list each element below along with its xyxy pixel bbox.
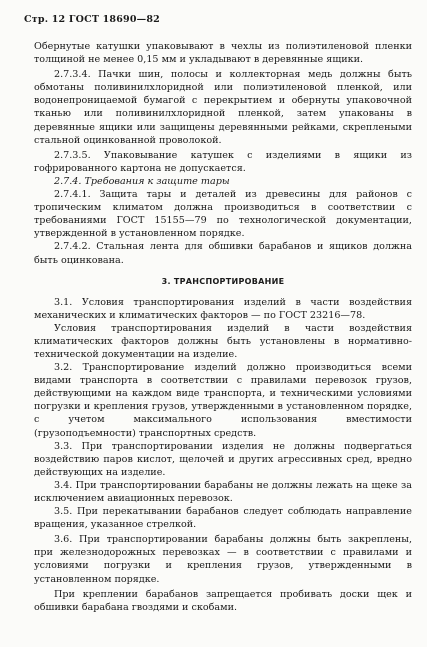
paragraph-3-2: 3.2. Транспортирование изделий должно производиться всеми видами транспорта в соответствии с правилами перевозок грузов, действующими на каждом виде транспорта, и техническими условиями погрузки и крепления грузов, утвержденными в установленном порядке, с учетом максимального использования вместимости (грузоподъемности) транспортных средств. <box>34 362 412 439</box>
paragraph-3-6: 3.6. При транспортировании барабаны должны быть закреплены, при железнодорожных перевозках — в соответствии с правилами и условиями погрузки и крепления грузов, утвержденными в установленном порядке. <box>34 534 412 585</box>
paragraph-3-1-climatic: Условия транспортирования изделий в части воздействия климатических факторов должны быть установлены в нормативно-технической документации на изделие. <box>34 322 412 360</box>
paragraph-3-1: 3.1. Условия транспортирования изделий в части воздействия механических и климатических факторов — по ГОСТ 23216—78. <box>34 296 412 321</box>
paragraph-2-7-4-heading: 2.7.4. Требования к защите тары <box>54 175 230 187</box>
paragraph-wrapping-continuation: Обернутые катушки упаковывают в чехлы из полиэтиленовой пленки толщиной не менее 0,15 мм и укладывают в деревянные ящики. <box>34 41 412 66</box>
paragraph-2-7-4-1: 2.7.4.1. Защита тары и деталей из древесины для районов с тропическим климатом должна производиться в соответствии с требованиями ГОСТ 15155—79 по технологической документации, утвержденной в установленном порядке. <box>34 189 412 240</box>
paragraph-2-7-3-5: 2.7.3.5. Упаковывание катушек с изделиями в ящики из гофрированного картона не допускается. <box>34 149 412 174</box>
page-header: Стр. 12 ГОСТ 18690—82 <box>24 14 160 25</box>
paragraph-3-6-fastening: При креплении барабанов запрещается пробивать доски щек и обшивки барабана гвоздями и скобами. <box>34 588 412 613</box>
paragraph-3-5: 3.5. При перекатывании барабанов следует соблюдать направление вращения, указанное стрелкой. <box>34 506 412 531</box>
paragraph-2-7-3-4: 2.7.3.4. Пачки шин, полосы и коллекторная медь должны быть обмотаны поливинилхлоридной или полиэтиленовой пленкой, или водонепроницаемой бумагой с перекрытием и обернуты упаковочной тканью или поливинилхлоридной пленкой, затем упакованы в деревянные ящики или защищены деревянными рейками, скреплеными стальной оцинкованной проволокой. <box>34 69 412 146</box>
paragraph-2-7-4-2: 2.7.4.2. Стальная лента для обшивки барабанов и ящиков должна быть оцинкована. <box>34 241 412 266</box>
paragraph-3-4: 3.4. При транспортировании барабаны не должны лежать на щеке за исключением авиационных перевозок. <box>34 479 412 504</box>
paragraph-3-3: 3.3. При транспортировании изделия не должны подвергаться воздействию паров кислот, щелочей и других агрессивных сред, вредно действующих на изделие. <box>34 440 412 478</box>
document-body <box>34 40 412 614</box>
section-title-transport: 3. ТРАНСПОРТИРОВАНИЕ <box>161 276 285 286</box>
